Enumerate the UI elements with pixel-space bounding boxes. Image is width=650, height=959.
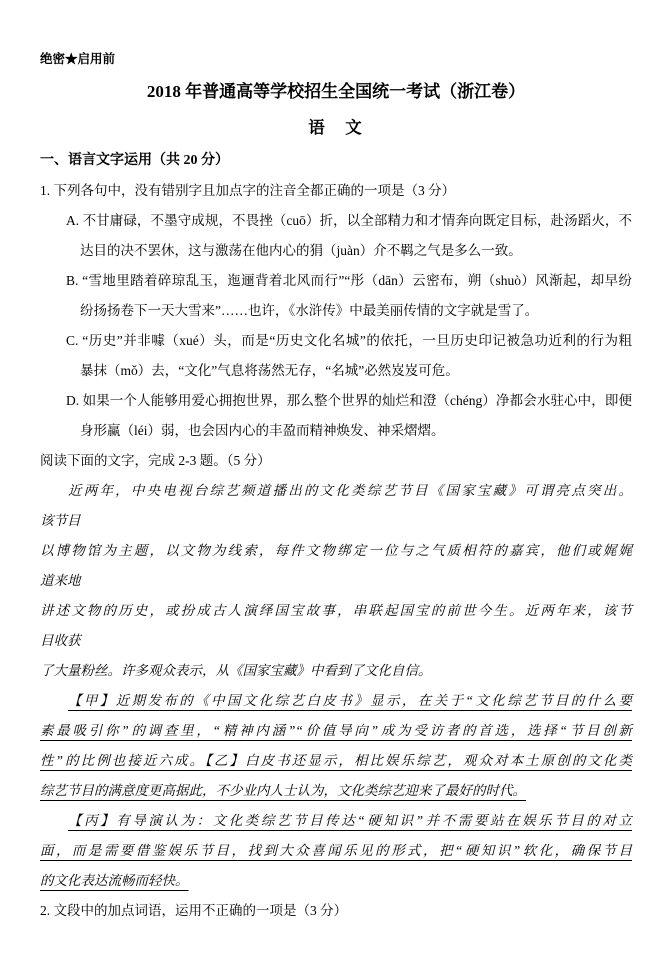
underlined-jia-line-1: 【甲】近期发布的《中国文化综艺白皮书》显示，在关于“文化综艺节目的什么要 — [68, 693, 632, 708]
subject-title: 语 文 — [308, 118, 364, 137]
section-1-heading: 一、语言文字运用（共 20 分） — [40, 153, 229, 168]
option-b-line-2: 纷扬扬卷下一天大雪来”……也许，《水浒传》中最美丽传情的文字就是雪了。 — [80, 303, 539, 318]
option-a-line-1: A. 不甘庸碌，不墨守成规，不畏挫（cuō）折，以全部精力和才情奔向既定目标，赴汤蹈火，不 — [66, 213, 632, 228]
underlined-yi-line-1: 性”的比例也接近六成。【乙】白皮书还显示，相比娱乐综艺，观众对本土原创的文化类 — [40, 753, 632, 768]
passage-line-3: 以博物馆为主题，以文物为线索，每件文物绑定一位与之气质相符的嘉宾，他们或娓娓 — [40, 543, 632, 558]
option-c-line-2: 暴抹（mǒ）去，“文化”气息将荡然无存，“名城”必然岌岌可危。 — [80, 363, 459, 378]
question-1 — [40, 176, 632, 446]
question-1-stem: 1. 下列各句中，没有错别字且加点字的注音全都正确的一项是（3 分） — [40, 183, 456, 198]
question-1-options — [40, 206, 632, 446]
passage-line-6: 目收获 — [40, 633, 81, 648]
classified-label: 绝密★启用前 — [40, 52, 116, 66]
underlined-bing-line-2: 面，而是需要借鉴娱乐节目，找到大众喜闻乐见的形式，把“硬知识”软化，确保节目 — [40, 843, 632, 858]
option-c-line-1: C. “历史”并非噱（xué）头，而是“历史文化名城”的依托，一旦历史印记被急功近利的行为粗 — [66, 333, 632, 348]
reading-underlined-bing-paragraph — [40, 806, 632, 896]
option-d-line-1: D. 如果一个人能够用爱心拥抱世界，那么整个世界的灿烂和澄（chéng）净都会水驻心中，即便 — [66, 393, 632, 408]
passage-line-4: 道来地 — [40, 573, 81, 588]
reading-instruction: 阅读下面的文字，完成 2-3 题。（5 分） — [40, 453, 271, 468]
question-2-stem: 2. 文段中的加点词语，运用不正确的一项是（3 分） — [40, 903, 348, 918]
reading-block — [40, 446, 632, 896]
underlined-yi-line-2: 综艺节目的满意度更高据此，不少业内人士认为，文化类综艺迎来了最好的时代。 — [40, 783, 526, 798]
option-a-line-2: 达目的决不罢休，这与激荡在他内心的狷（juàn）介不羁之气是多么一致。 — [80, 243, 522, 258]
underlined-jia-line-2: 素最吸引你”的调查里，“精神内涵”“价值导向”成为受访者的首选，选择“节目创新 — [40, 723, 632, 738]
option-b-line-1: B. “雪地里踏着碎琼乱玉，迤逦背着北风而行”“彤（dān）云密布，朔（shuò）风渐起，却早纷 — [66, 273, 632, 288]
passage-line-2: 该节目 — [40, 513, 81, 528]
underlined-bing-line-3: 的文化表达流畅而轻快。 — [40, 873, 189, 888]
exam-title: 2018 年普通高等学校招生全国统一考试（浙江卷） — [146, 82, 526, 101]
reading-passage — [40, 476, 632, 686]
reading-underlined-jiayi-paragraph — [40, 686, 632, 806]
passage-line-7: 了大量粉丝。许多观众表示，从《国家宝藏》中看到了文化自信。 — [40, 663, 432, 678]
option-d-line-2: 身形赢（léi）弱，也会因内心的丰盈而精神焕发、神采熠熠。 — [80, 423, 445, 438]
passage-line-5: 讲述文物的历史，或扮成古人演绎国宝故事，串联起国宝的前世今生。近两年来，该节 — [40, 603, 632, 618]
passage-line-1: 近两年，中央电视台综艺频道播出的文化类综艺节目《国家宝藏》可谓亮点突出。 — [68, 483, 632, 498]
underlined-bing-line-1: 【丙】有导演认为：文化类综艺节目传达“硬知识”并不需要站在娱乐节目的对立 — [68, 813, 632, 828]
